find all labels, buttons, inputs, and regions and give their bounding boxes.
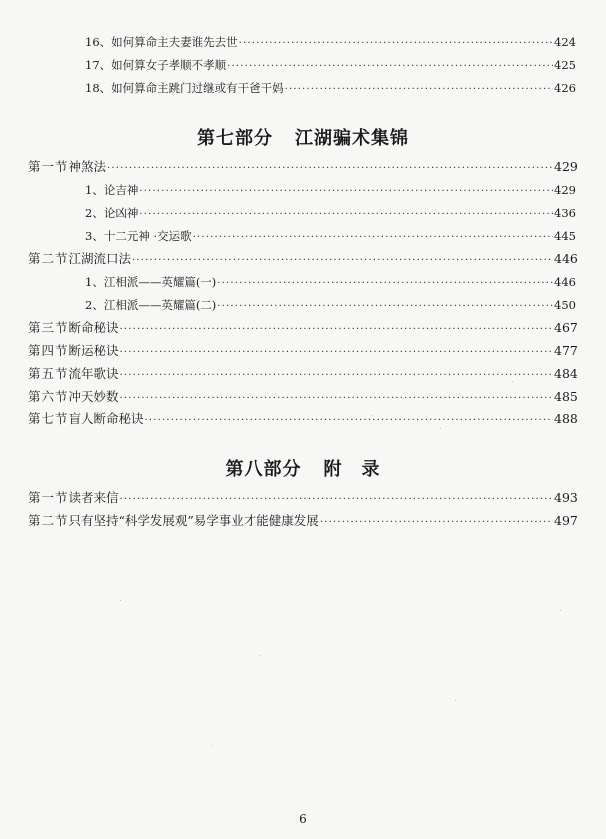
toc-entry bbox=[28, 157, 576, 177]
section-label: 第二节 bbox=[28, 251, 69, 266]
toc-entry bbox=[85, 226, 576, 246]
entry-title: 2、江相派——英耀篇(二) bbox=[85, 298, 217, 312]
scan-speck bbox=[498, 372, 499, 373]
section-label: 第六节 bbox=[28, 389, 69, 404]
leader-dots bbox=[120, 490, 553, 510]
entry-title: 18、如何算命主跳门过继或有干爸干妈 bbox=[85, 81, 284, 95]
scan-speck bbox=[560, 610, 561, 611]
entry-title: 1、江相派——英耀篇(一) bbox=[85, 275, 217, 289]
toc-entry bbox=[28, 409, 576, 429]
entry-page: 493 bbox=[554, 490, 578, 505]
part-label: 第七部分 bbox=[197, 128, 273, 149]
entry-page: 426 bbox=[554, 81, 576, 95]
leader-dots bbox=[120, 343, 553, 363]
toc-entry bbox=[28, 387, 576, 407]
leader-dots bbox=[107, 159, 553, 179]
section-label: 第一节 bbox=[28, 159, 69, 174]
leader-dots bbox=[227, 57, 553, 77]
scan-speck bbox=[371, 415, 372, 416]
entry-page: 429 bbox=[554, 159, 578, 174]
scan-speck bbox=[440, 428, 441, 429]
scan-speck bbox=[403, 398, 404, 399]
leader-dots bbox=[320, 513, 553, 533]
scan-speck bbox=[120, 600, 121, 601]
toc-entry bbox=[85, 55, 576, 75]
leader-dots bbox=[139, 205, 553, 225]
entry-title: 流年歌诀 bbox=[68, 366, 119, 381]
section-label: 第二节 bbox=[28, 513, 69, 528]
entry-page: 497 bbox=[554, 513, 578, 528]
entry-page: 467 bbox=[554, 320, 578, 335]
entry-page: 450 bbox=[554, 298, 576, 312]
leader-dots bbox=[239, 34, 553, 54]
entry-page: 477 bbox=[554, 343, 578, 358]
entry-title: 2、论凶神 bbox=[85, 206, 139, 220]
entry-title: 16、如何算命主夫妻谁先去世 bbox=[85, 35, 238, 49]
toc-entry bbox=[85, 78, 576, 98]
entry-title: 3、十二元神 ·交运歌 bbox=[85, 229, 192, 243]
leader-dots bbox=[132, 251, 553, 271]
section-label: 第七节 bbox=[28, 411, 69, 426]
toc-entry bbox=[28, 364, 576, 384]
part-title: 江湖骗术集锦 bbox=[295, 128, 409, 149]
toc-entry bbox=[85, 203, 576, 223]
entry-page: 446 bbox=[554, 251, 578, 266]
entry-title: 冲天妙数 bbox=[68, 389, 119, 404]
entry-title: 断运秘诀 bbox=[68, 343, 119, 358]
toc-entry bbox=[85, 272, 576, 292]
scan-speck bbox=[260, 655, 261, 656]
leader-dots bbox=[285, 80, 553, 100]
section-label: 第一节 bbox=[28, 490, 69, 505]
part-heading bbox=[0, 455, 606, 481]
toc-entry bbox=[85, 295, 576, 315]
leader-dots bbox=[217, 274, 553, 294]
part-label: 第八部分 bbox=[225, 459, 302, 480]
entry-page: 446 bbox=[554, 275, 576, 289]
toc-entry bbox=[28, 249, 576, 269]
leader-dots bbox=[120, 366, 553, 386]
section-label: 第四节 bbox=[28, 343, 69, 358]
entry-title: 17、如何算女子孝顺不孝顺 bbox=[85, 58, 227, 72]
entry-page: 425 bbox=[554, 58, 576, 72]
entry-page: 429 bbox=[554, 183, 576, 197]
toc-entry bbox=[28, 511, 576, 531]
leader-dots bbox=[217, 297, 553, 317]
toc-entry bbox=[28, 341, 576, 361]
entry-page: 436 bbox=[554, 206, 576, 220]
entry-title: 江湖流口法 bbox=[68, 251, 132, 266]
toc-entry bbox=[85, 180, 576, 200]
page-number: 6 bbox=[299, 812, 307, 826]
entry-title: 神煞法 bbox=[68, 159, 107, 174]
section-label: 第三节 bbox=[28, 320, 69, 335]
entry-title: 盲人断命秘诀 bbox=[68, 411, 144, 426]
toc-entry bbox=[28, 488, 576, 508]
leader-dots bbox=[139, 182, 553, 202]
leader-dots bbox=[120, 389, 553, 409]
toc-entry bbox=[85, 32, 576, 52]
scan-speck bbox=[512, 381, 513, 382]
entry-title: 只有坚持“科学发展观”易学事业才能健康发展 bbox=[68, 513, 319, 528]
scan-speck bbox=[212, 745, 213, 746]
toc-entry bbox=[28, 318, 576, 338]
entry-page: 485 bbox=[554, 389, 578, 404]
scan-speck bbox=[455, 700, 456, 701]
entry-title: 断命秘诀 bbox=[68, 320, 119, 335]
leader-dots bbox=[145, 411, 553, 431]
leader-dots bbox=[120, 320, 553, 340]
entry-page: 424 bbox=[554, 35, 576, 49]
entry-title: 1、论吉神 bbox=[85, 183, 139, 197]
part-heading bbox=[0, 124, 606, 150]
entry-title: 读者来信 bbox=[68, 490, 119, 505]
section-label: 第五节 bbox=[28, 366, 69, 381]
part-title: 附 录 bbox=[323, 459, 381, 480]
entry-page: 445 bbox=[554, 229, 576, 243]
leader-dots bbox=[193, 228, 553, 248]
entry-page: 488 bbox=[554, 411, 578, 426]
entry-page: 484 bbox=[554, 366, 578, 381]
